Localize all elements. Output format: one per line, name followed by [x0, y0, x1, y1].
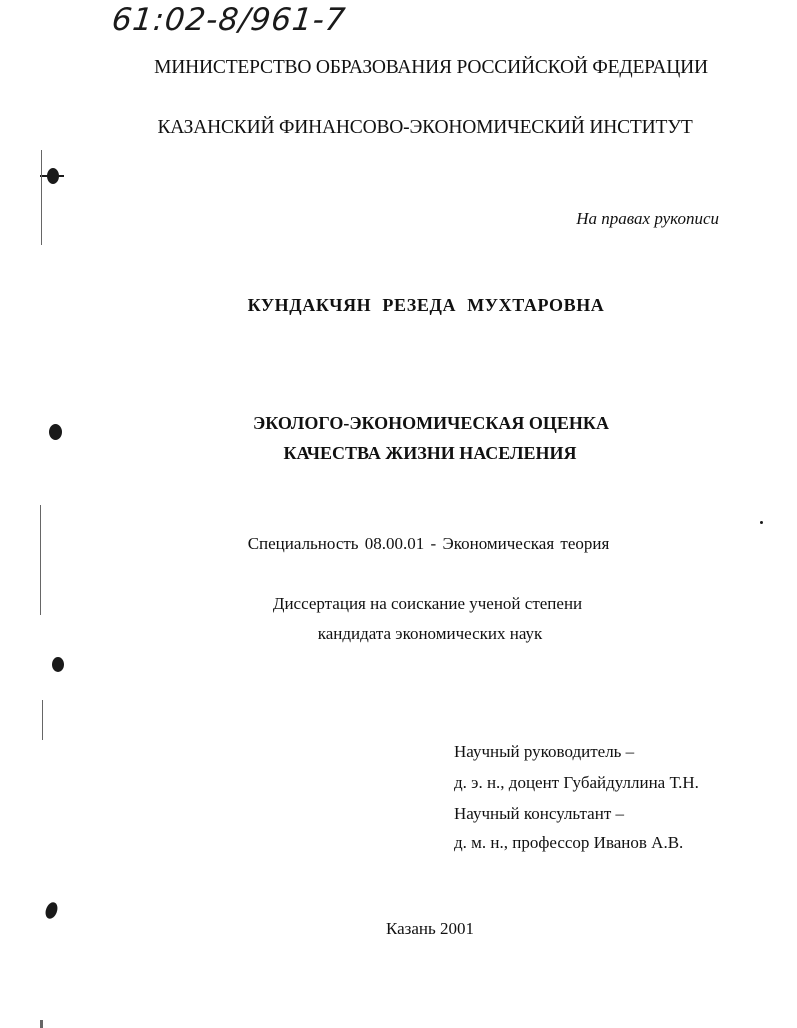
edge-line-2	[40, 505, 41, 615]
binding-mark-4	[43, 901, 59, 921]
consultant-label: Научный консультант –	[454, 804, 624, 823]
binding-mark-3	[52, 657, 64, 672]
edge-line-3	[42, 700, 43, 740]
binding-mark-1-tick	[40, 175, 64, 177]
ministry-heading: МИНИСТЕРСТВО ОБРАЗОВАНИЯ РОССИЙСКОЙ ФЕДЕРАЦИИ	[154, 57, 708, 78]
edge-line-1	[41, 150, 42, 245]
degree-line-2: кандидата экономических наук	[317, 624, 543, 643]
binding-mark-2	[49, 424, 62, 440]
city-year: Казань 2001	[385, 919, 475, 938]
institute-heading: КАЗАНСКИЙ ФИНАНСОВО-ЭКОНОМИЧЕСКИЙ ИНСТИТУТ	[157, 117, 693, 138]
author-name: КУНДАКЧЯН РЕЗЕДА МУХТАРОВНА	[247, 295, 605, 315]
supervisor-label: Научный руководитель –	[454, 742, 635, 761]
degree-line-1: Диссертация на соискание ученой степени	[272, 594, 583, 613]
manuscript-note: На правах рукописи	[576, 209, 719, 228]
consultant-name: д. м. н., профессор Иванов А.В.	[454, 833, 684, 852]
speck-right	[760, 521, 763, 524]
specialty-line: Специальность 08.00.01 - Экономическая теория	[247, 534, 610, 553]
dissertation-title-line-1: ЭКОЛОГО-ЭКОНОМИЧЕСКАЯ ОЦЕНКА	[253, 413, 609, 433]
handwritten-call-number: 61:02-8/961-7	[110, 2, 348, 38]
edge-line-4	[40, 1020, 43, 1028]
dissertation-title-line-2: КАЧЕСТВА ЖИЗНИ НАСЕЛЕНИЯ	[283, 443, 577, 463]
supervisor-name: д. э. н., доцент Губайдуллина Т.Н.	[454, 773, 699, 792]
